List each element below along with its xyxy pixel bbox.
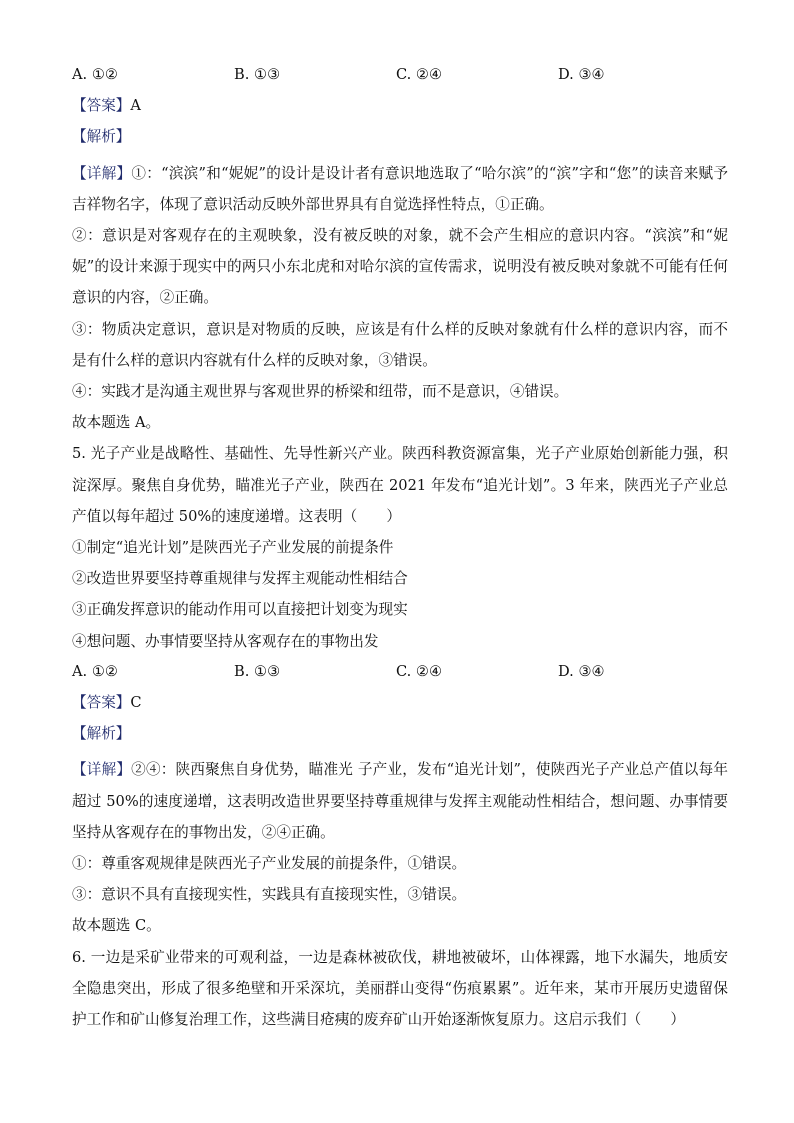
q5-item-2: ②改造世界要坚持尊重规律与发挥主观能动性相结合 (72, 570, 408, 588)
q6-stem: 6. 一边是采矿业带来的可观利益，一边是森林被砍伐，耕地被破坏，山体裸露，地下水漏失，地质安全隐患突出，形成了很多绝壁和开采深坑，美丽群山变得“伤痕累累”。近年来，某市开展历史遗留保护工作和矿山修复治理工作，这些满目疮痍的废弃矿山开始逐渐恢复原力。这启示我们（ ） (72, 948, 728, 1028)
q5-item-1: ①制定“追光计划”是陕西光子产业发展的前提条件 (72, 539, 394, 556)
q4-answer (72, 95, 728, 117)
q4-analysis-heading (72, 126, 728, 148)
q4-option-a: A. ①② (72, 66, 118, 83)
q5-analysis-heading (72, 723, 728, 745)
q4-detail-1-text: ①：“滨滨”和“妮妮”的设计是设计者有意识地选取了“哈尔滨”的“滨”字和“您”的读音来赋予吉祥物名字，体现了意识活动反映外部世界具有自觉选择性特点，①正确。 (72, 164, 728, 213)
q5-analysis-tag: 【解析】 (72, 725, 131, 743)
q5-answer-tag: 【答案】 (72, 694, 131, 711)
q5-options (72, 661, 728, 683)
q4-answer-value: A (130, 97, 141, 115)
q4-detail-3: ③：物质决定意识，意识是对物质的反映，应该是有什么样的反映对象就有什么样的意识内容，而不是有什么样的意识内容就有什么样的反映对象，③错误。 (72, 320, 728, 369)
q5-answer (72, 692, 728, 714)
q5-item-3: ③正确发挥意识的能动作用可以直接把计划变为现实 (72, 601, 408, 619)
q4-conclusion: 故本题选 A。 (72, 414, 161, 432)
q5-option-d: D. ③④ (558, 662, 605, 680)
q5-option-c: C. ②④ (396, 662, 443, 680)
q4-detail-2: ②：意识是对客观存在的主观映象，没有被反映的对象，就不会产生相应的意识内容。“滨滨”和“妮妮”的设计来源于现实中的两只小东北虎和对哈尔滨的宣传需求，说明没有被反映对象就不可能有任何意识的内容，②正确。 (72, 226, 728, 307)
q5-detail-2: ①：尊重客观规律是陕西光子产业发展的前提条件，①错误。 (72, 854, 467, 872)
q4-option-b: B. ①③ (234, 66, 281, 83)
q4-answer-tag: 【答案】 (72, 97, 131, 115)
q4-detail-4: ④：实践才是沟通主观世界与客观世界的桥梁和纽带，而不是意识，④错误。 (72, 382, 569, 400)
q4-detail-tag: 【详解】 (72, 164, 132, 182)
q5-conclusion: 故本题选 C。 (72, 917, 161, 935)
q5-answer-value: C (130, 694, 142, 711)
q5-detail-3: ③：意识不具有直接现实性，实践具有直接现实性，③错误。 (72, 886, 467, 904)
q4-option-d: D. ③④ (558, 66, 605, 83)
q4-option-c: C. ②④ (396, 66, 443, 83)
q5-item-4: ④想问题、办事情要坚持从客观存在的事物出发 (72, 632, 379, 650)
q5-detail-tag: 【详解】 (72, 761, 132, 779)
document-page (72, 64, 728, 1035)
q5-option-a: A. ①② (72, 662, 118, 680)
q4-detail-1 (72, 158, 728, 220)
q5-stem: 5. 光子产业是战略性、基础性、先导性新兴产业。陕西科教资源富集，光子产业原始创新能力强，积淀深厚。聚焦自身优势，瞄准光子产业，陕西在 2021 年发布“追光计划”。3 年来，陕西光子产业总产值以每年超过 50%的速度递增。这表明（ ） (72, 445, 728, 525)
q4-options (72, 64, 728, 86)
q4-analysis-tag: 【解析】 (72, 128, 131, 146)
q5-option-b: B. ①③ (234, 662, 281, 680)
q5-detail-1 (72, 754, 728, 848)
q5-detail-1-text: ②④：陕西聚焦自身优势，瞄准光 子产业，发布“追光计划”，使陕西光子产业总产值以每年超过 50%的速度递增，这表明改造世界要坚持尊重规律与发挥主观能动性相结合，想问题、办事情要坚持从客观存在的事物出发，②④正确。 (72, 761, 728, 841)
